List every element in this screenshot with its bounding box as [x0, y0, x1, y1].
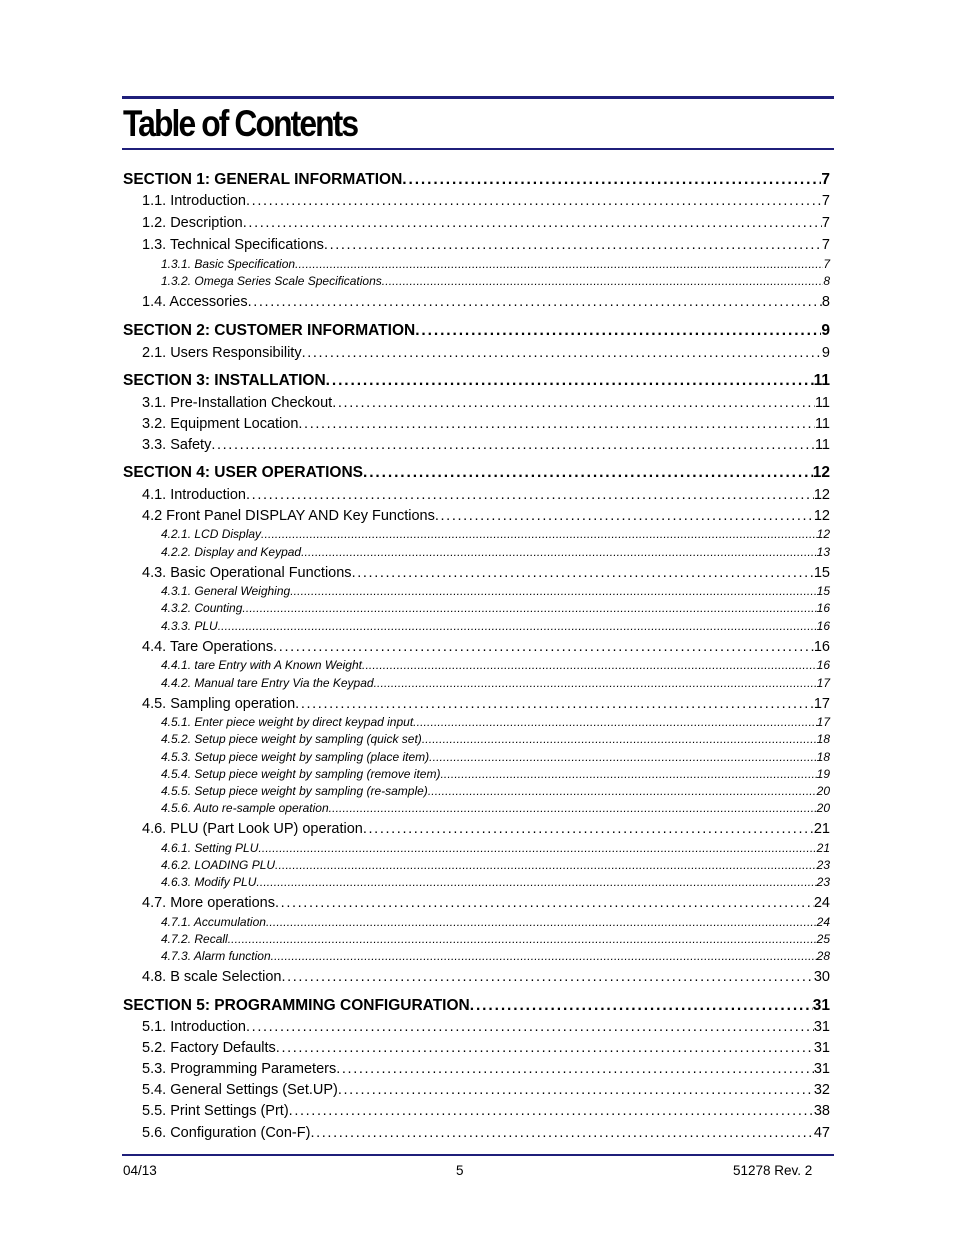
toc-entry-label: 5.3. Programming Parameters — [142, 1061, 337, 1077]
toc-entry-page: 7 — [821, 193, 830, 209]
toc-dot-leader — [258, 841, 816, 855]
toc-dot-leader — [295, 696, 814, 712]
toc-subsubsection-entry[interactable] — [161, 676, 830, 690]
toc-dot-leader — [440, 767, 816, 781]
toc-entry-page: 18 — [816, 750, 830, 764]
toc-dot-leader — [435, 508, 814, 524]
toc-dot-leader — [415, 322, 821, 340]
toc-subsubsection-entry[interactable] — [161, 841, 830, 855]
toc-subsection-entry[interactable] — [142, 1082, 830, 1098]
toc-dot-leader — [246, 487, 814, 503]
toc-subsection-entry[interactable] — [142, 1040, 830, 1056]
toc-subsection-entry[interactable] — [142, 565, 830, 581]
top-rule — [122, 96, 834, 99]
toc-entry-page: 19 — [816, 767, 830, 781]
toc-entry-label: SECTION 4: USER OPERATIONS — [123, 464, 363, 481]
toc-dot-leader — [382, 274, 824, 288]
toc-dot-leader — [363, 821, 814, 837]
toc-subsubsection-entry[interactable] — [161, 601, 830, 615]
toc-dot-leader — [302, 345, 822, 361]
toc-dot-leader — [338, 1082, 814, 1098]
toc-subsection-entry[interactable] — [142, 895, 830, 911]
toc-dot-leader — [326, 372, 814, 390]
toc-entry-page: 12 — [812, 464, 830, 481]
toc-entry-page: 17 — [816, 676, 830, 690]
toc-dot-leader — [298, 416, 815, 432]
toc-subsection-entry[interactable] — [142, 437, 830, 453]
toc-subsubsection-entry[interactable] — [161, 875, 830, 889]
toc-subsubsection-entry[interactable] — [161, 527, 830, 541]
toc-entry-label: 4.5.5. Setup piece weight by sampling (re-sample) — [161, 784, 428, 798]
toc-entry-label: 4.2 Front Panel DISPLAY AND Key Functions — [142, 508, 435, 524]
toc-entry-page: 7 — [821, 215, 830, 231]
toc-entry-page: 23 — [816, 858, 830, 872]
footer-page-number: 5 — [456, 1163, 464, 1178]
toc-subsection-entry[interactable] — [142, 969, 830, 985]
toc-entry-label: 4.4. Tare Operations — [142, 639, 274, 655]
toc-dot-leader — [470, 997, 813, 1015]
toc-entry-page: 8 — [821, 294, 830, 310]
toc-dot-leader — [413, 715, 816, 729]
toc-subsection-entry[interactable] — [142, 1019, 830, 1035]
toc-entry-page: 31 — [813, 1040, 830, 1056]
toc-subsubsection-entry[interactable] — [161, 658, 830, 672]
toc-entry-page: 9 — [821, 322, 830, 339]
toc-dot-leader — [324, 237, 822, 253]
toc-subsubsection-entry[interactable] — [161, 750, 830, 764]
toc-entry-label: 4.2.2. Display and Keypad — [161, 545, 302, 559]
toc-dot-leader — [310, 1125, 813, 1141]
toc-entry-label: 3.3. Safety — [142, 437, 212, 453]
toc-subsubsection-entry[interactable] — [161, 801, 830, 815]
toc-entry-label: 4.1. Introduction — [142, 487, 246, 503]
toc-subsection-entry[interactable] — [142, 487, 830, 503]
toc-section-entry[interactable] — [123, 372, 830, 390]
toc-subsection-entry[interactable] — [142, 508, 830, 524]
toc-entry-label: 4.5.4. Setup piece weight by sampling (remove item) — [161, 767, 441, 781]
toc-entry-page: 47 — [813, 1125, 830, 1141]
toc-subsubsection-entry[interactable] — [161, 732, 830, 746]
footer-date: 04/13 — [123, 1163, 157, 1178]
toc-entry-label: 4.3.3. PLU — [161, 619, 218, 633]
toc-entry-page: 7 — [823, 257, 830, 271]
toc-subsection-entry[interactable] — [142, 821, 830, 837]
toc-entry-label: 4.6.1. Setting PLU — [161, 841, 259, 855]
toc-entry-page: 24 — [816, 915, 830, 929]
toc-entry-label: 4.5.1. Enter piece weight by direct keypad input — [161, 715, 414, 729]
toc-entry-page: 28 — [816, 949, 830, 963]
toc-entry-label: 4.6.3. Modify PLU — [161, 875, 257, 889]
toc-dot-leader — [429, 750, 816, 764]
toc-subsubsection-entry[interactable] — [161, 949, 830, 963]
toc-subsubsection-entry[interactable] — [161, 858, 830, 872]
toc-section-entry[interactable] — [123, 322, 830, 340]
toc-entry-page: 9 — [821, 345, 830, 361]
toc-entry-page: 15 — [813, 565, 830, 581]
toc-entry-page: 30 — [813, 969, 830, 985]
toc-dot-leader — [275, 895, 814, 911]
toc-dot-leader — [266, 915, 817, 929]
toc-entry-label: 4.3.2. Counting — [161, 601, 243, 615]
toc-subsection-entry[interactable] — [142, 193, 830, 209]
toc-subsection-entry[interactable] — [142, 215, 830, 231]
toc-subsection-entry[interactable] — [142, 294, 830, 310]
toc-entry-label: 5.6. Configuration (Con-F) — [142, 1125, 311, 1141]
toc-dot-leader — [428, 784, 817, 798]
toc-dot-leader — [301, 545, 817, 559]
toc-entry-page: 21 — [813, 821, 830, 837]
toc-entry-page: 12 — [813, 508, 830, 524]
toc-entry-label: SECTION 5: PROGRAMMING CONFIGURATION — [123, 997, 470, 1014]
toc-subsubsection-entry[interactable] — [161, 715, 830, 729]
toc-dot-leader — [329, 801, 817, 815]
toc-section-entry[interactable] — [123, 171, 830, 189]
toc-subsection-entry[interactable] — [142, 345, 830, 361]
toc-entry-page: 16 — [816, 601, 830, 615]
toc-dot-leader — [228, 932, 817, 946]
toc-entry-page: 7 — [821, 171, 830, 188]
toc-entry-label: 1.2. Description — [142, 215, 243, 231]
toc-entry-page: 16 — [816, 619, 830, 633]
toc-dot-leader — [271, 949, 817, 963]
toc-entry-label: 1.1. Introduction — [142, 193, 246, 209]
toc-subsection-entry[interactable] — [142, 395, 830, 411]
toc-entry-page: 20 — [816, 801, 830, 815]
toc-dot-leader — [248, 294, 822, 310]
toc-entry-label: 5.2. Factory Defaults — [142, 1040, 276, 1056]
toc-dot-leader — [332, 395, 815, 411]
toc-entry-label: 1.3. Technical Specifications — [142, 237, 324, 253]
toc-subsection-entry[interactable] — [142, 639, 830, 655]
toc-subsection-entry[interactable] — [142, 416, 830, 432]
toc-subsection-entry[interactable] — [142, 696, 830, 712]
toc-entry-page: 21 — [816, 841, 830, 855]
toc-dot-leader — [261, 527, 817, 541]
toc-entry-page: 38 — [813, 1103, 830, 1119]
toc-entry-label: 3.2. Equipment Location — [142, 416, 299, 432]
toc-dot-leader — [422, 732, 817, 746]
toc-dot-leader — [246, 193, 822, 209]
toc-entry-label: 2.1. Users Responsibility — [142, 345, 302, 361]
toc-dot-leader — [374, 676, 817, 690]
toc-dot-leader — [211, 437, 815, 453]
toc-dot-leader — [336, 1061, 814, 1077]
toc-entry-label: 4.7.2. Recall — [161, 932, 228, 946]
title-rule — [122, 148, 834, 150]
toc-dot-leader — [256, 875, 816, 889]
toc-entry-label: 5.4. General Settings (Set.UP) — [142, 1082, 338, 1098]
toc-dot-leader — [402, 171, 821, 189]
toc-subsubsection-entry[interactable] — [161, 545, 830, 559]
toc-entry-page: 11 — [814, 395, 830, 411]
toc-dot-leader — [362, 658, 817, 672]
toc-entry-page: 16 — [813, 639, 830, 655]
toc-entry-page: 18 — [816, 732, 830, 746]
toc-section-entry[interactable] — [123, 464, 830, 482]
toc-entry-label: 4.7.3. Alarm function — [161, 949, 271, 963]
toc-subsubsection-entry[interactable] — [161, 932, 830, 946]
toc-entry-label: 5.5. Print Settings (Prt) — [142, 1103, 289, 1119]
toc-entry-label: 4.7.1. Accumulation — [161, 915, 266, 929]
toc-entry-label: SECTION 1: GENERAL INFORMATION — [123, 171, 403, 188]
toc-subsubsection-entry[interactable] — [161, 784, 830, 798]
toc-entry-page: 8 — [823, 274, 830, 288]
page-title: Table of Contents — [123, 103, 358, 144]
toc-entry-label: 4.6. PLU (Part Look UP) operation — [142, 821, 363, 837]
toc-entry-page: 13 — [816, 545, 830, 559]
toc-entry-label: 1.4. Accessories — [142, 294, 248, 310]
toc-entry-page: 12 — [816, 527, 830, 541]
toc-dot-leader — [352, 565, 814, 581]
toc-entry-label: 4.5.6. Auto re-sample operation — [161, 801, 329, 815]
toc-entry-page: 11 — [813, 372, 830, 389]
toc-entry-label: SECTION 2: CUSTOMER INFORMATION — [123, 322, 416, 339]
toc-entry-label: 1.3.2. Omega Series Scale Specifications — [161, 274, 382, 288]
toc-subsection-entry[interactable] — [142, 1061, 830, 1077]
toc-entry-page: 17 — [813, 696, 830, 712]
toc-entry-page: 16 — [816, 658, 830, 672]
toc-section-entry[interactable] — [123, 997, 830, 1015]
toc-dot-leader — [246, 1019, 814, 1035]
toc-dot-leader — [281, 969, 813, 985]
toc-dot-leader — [290, 584, 816, 598]
toc-entry-page: 11 — [814, 416, 830, 432]
footer-doc-id: 51278 Rev. 2 — [733, 1163, 813, 1178]
toc-entry-page: 31 — [813, 1019, 830, 1035]
toc-entry-page: 15 — [816, 584, 830, 598]
toc-entry-label: 4.5.2. Setup piece weight by sampling (quick set) — [161, 732, 422, 746]
toc-dot-leader — [275, 858, 817, 872]
toc-entry-label: 4.2.1. LCD Display — [161, 527, 262, 541]
toc-entry-label: 1.3.1. Basic Specification — [161, 257, 296, 271]
toc-entry-page: 7 — [821, 237, 830, 253]
toc-dot-leader — [242, 601, 816, 615]
toc-entry-page: 12 — [813, 487, 830, 503]
toc-entry-label: 4.4.1. tare Entry with A Known Weight — [161, 658, 362, 672]
toc-entry-label: 5.1. Introduction — [142, 1019, 246, 1035]
toc-entry-page: 24 — [813, 895, 830, 911]
toc-subsubsection-entry[interactable] — [161, 584, 830, 598]
toc-entry-label: 4.5. Sampling operation — [142, 696, 296, 712]
toc-entry-page: 31 — [813, 1061, 830, 1077]
toc-entry-page: 20 — [816, 784, 830, 798]
toc-entry-page: 32 — [813, 1082, 830, 1098]
toc-entry-page: 11 — [814, 437, 830, 453]
toc-dot-leader — [295, 257, 823, 271]
toc-dot-leader — [276, 1040, 814, 1056]
toc-entry-page: 17 — [816, 715, 830, 729]
toc-entry-page: 23 — [816, 875, 830, 889]
toc-subsubsection-entry[interactable] — [161, 915, 830, 929]
toc-entry-label: SECTION 3: INSTALLATION — [123, 372, 326, 389]
toc-subsubsection-entry[interactable] — [161, 767, 830, 781]
toc-dot-leader — [218, 619, 817, 633]
toc-entry-label: 4.4.2. Manual tare Entry Via the Keypad — [161, 676, 374, 690]
toc-entry-label: 4.6.2. LOADING PLU — [161, 858, 276, 872]
toc-entry-label: 4.3.1. General Weighing — [161, 584, 291, 598]
toc-entry-label: 4.8. B scale Selection — [142, 969, 282, 985]
toc-entry-label: 4.5.3. Setup piece weight by sampling (place item) — [161, 750, 430, 764]
toc-subsection-entry[interactable] — [142, 1125, 830, 1141]
footer-rule — [122, 1154, 834, 1156]
toc-dot-leader — [273, 639, 814, 655]
toc-subsection-entry[interactable] — [142, 237, 830, 253]
toc-dot-leader — [363, 464, 813, 482]
toc-entry-label: 4.3. Basic Operational Functions — [142, 565, 352, 581]
toc-entry-page: 25 — [816, 932, 830, 946]
toc-dot-leader — [289, 1103, 814, 1119]
toc-subsection-entry[interactable] — [142, 1103, 830, 1119]
toc-subsubsection-entry[interactable] — [161, 619, 830, 633]
toc-subsubsection-entry[interactable] — [161, 257, 830, 271]
toc-entry-label: 3.1. Pre-Installation Checkout — [142, 395, 333, 411]
toc-subsubsection-entry[interactable] — [161, 274, 830, 288]
toc-entry-page: 31 — [812, 997, 830, 1014]
toc-dot-leader — [243, 215, 822, 231]
toc-entry-label: 4.7. More operations — [142, 895, 275, 911]
